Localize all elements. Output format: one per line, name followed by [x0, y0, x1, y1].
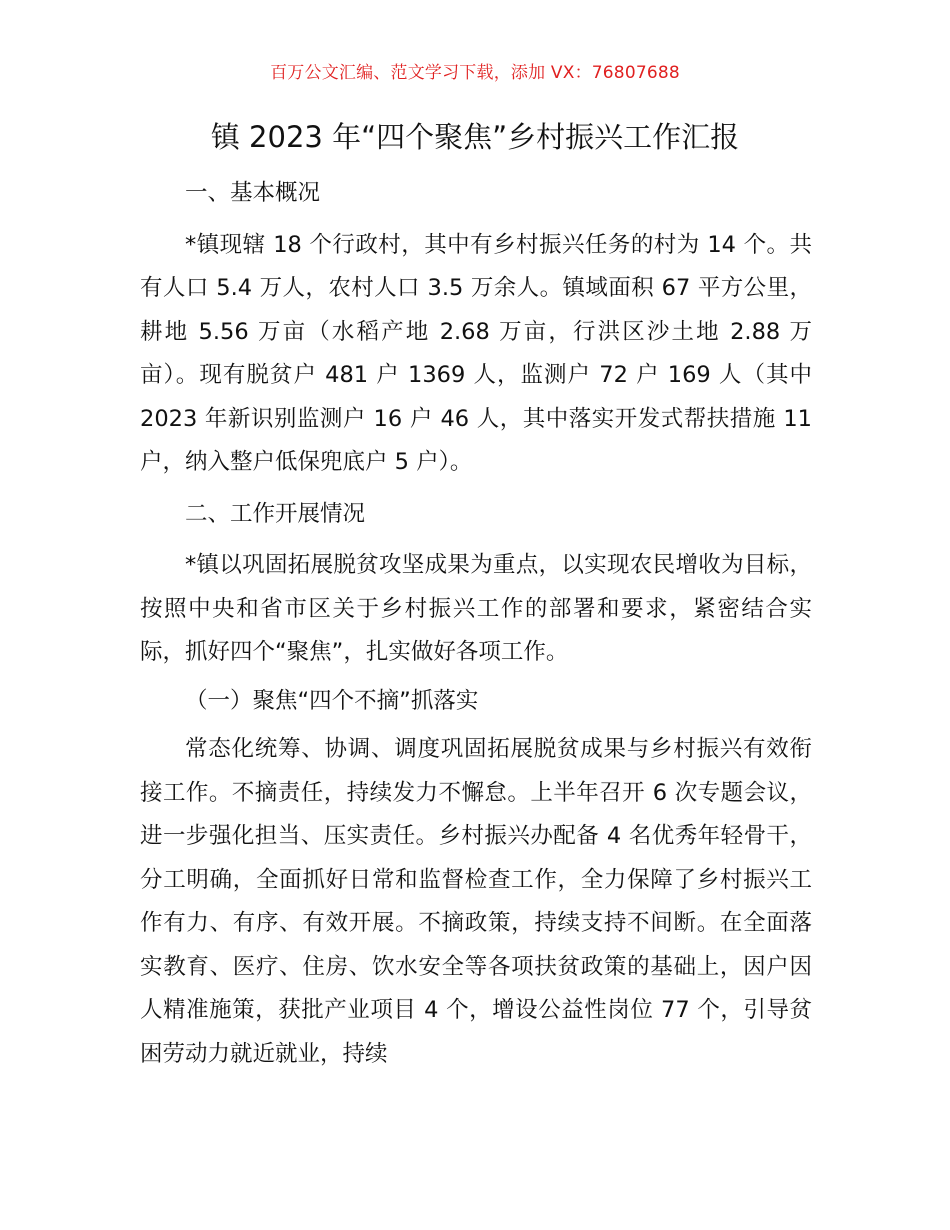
paragraph-work-intro: *镇以巩固拓展脱贫攻坚成果为重点，以实现农民增收为目标，按照中央和省市区关于乡村振兴工作的部署和要求，紧密结合实际，抓好四个“聚焦”，扎实做好各项工作。	[140, 552, 812, 665]
section-heading-overview: 一、基本概况	[185, 180, 321, 206]
paragraph-overview: *镇现辖 18 个行政村，其中有乡村振兴任务的村为 14 个。共有人口 5.4 万人，农村人口 3.5 万余人。镇域面积 67 平方公里，耕地 5.56 万亩（水稻产地 2.68 万亩，行洪区沙土地 2.88 万亩）。现有脱贫户 481 户 1369 人，监测户 72 户 169 人（其中 2023 年新识别监测户 16 户 46 人，其中落实开发式帮扶措施 11 户，纳入整户低保兜底户 5 户）。	[140, 231, 812, 475]
document-title: 镇 2023 年“四个聚焦”乡村振兴工作汇报	[210, 120, 740, 154]
paragraph-four-no: 常态化统筹、协调、调度巩固拓展脱贫成果与乡村振兴有效衔接工作。不摘责任，持续发力不懈怠。上半年召开 6 次专题会议，进一步强化担当、压实责任。乡村振兴办配备 4 名优秀年轻骨干，分工明确，全面抓好日常和监督检查工作，全力保障了乡村振兴工作有力、有序、有效开展。不摘政策，持续支持不间断。在全面落实教育、医疗、住房、饮水安全等各项扶贫政策的基础上，因户因人精准施策，获批产业项目 4 个，增设公益性岗位 77 个，引导贫困劳动力就近就业，持续	[140, 736, 812, 1067]
subsection-heading-four-no: （一）聚焦“四个不摘”抓落实	[185, 687, 479, 714]
watermark-text: 百万公文汇编、范文学习下载，添加 VX：76807688	[270, 63, 680, 83]
section-heading-work: 二、工作开展情况	[185, 500, 366, 527]
document-body	[140, 172, 812, 1076]
